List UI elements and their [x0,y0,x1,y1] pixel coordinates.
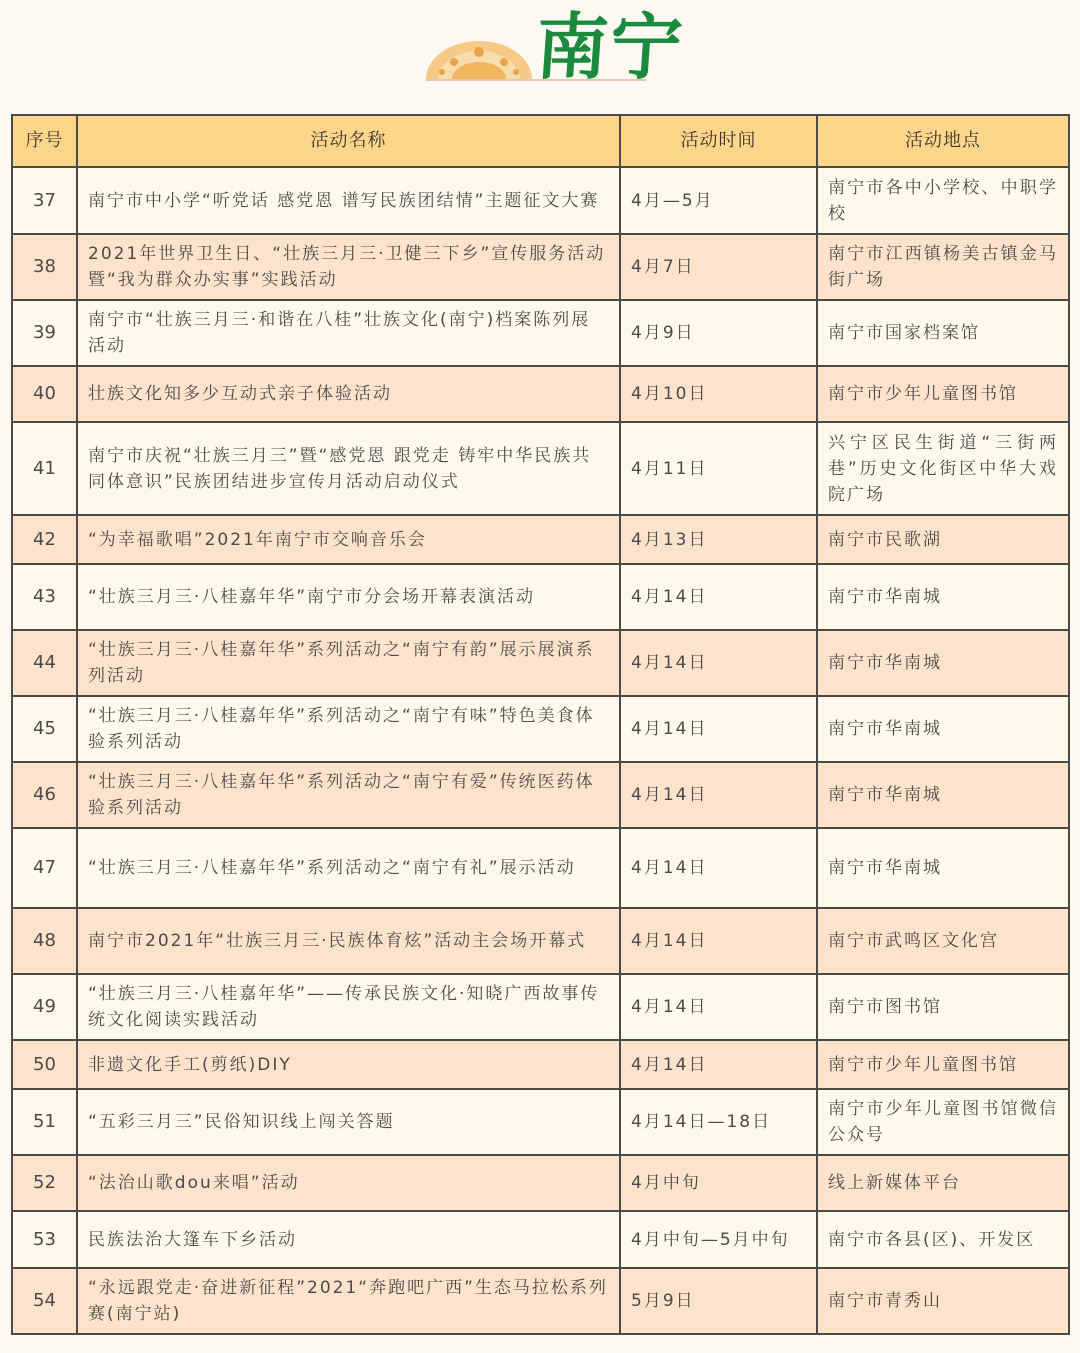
activity-time: 4月11日 [620,422,817,515]
row-number: 54 [12,1268,77,1334]
activity-time: 4月7日 [620,234,817,300]
activity-place: 线上新媒体平台 [817,1155,1069,1211]
activity-name: “五彩三月三”民俗知识线上闯关答题 [77,1089,620,1155]
activity-name: “壮族三月三·八桂嘉年华”系列活动之“南宁有味”特色美食体验系列活动 [77,696,620,762]
activity-time: 4月14日—18日 [620,1089,817,1155]
activity-place: 兴宁区民生街道“三街两巷”历史文化街区中华大戏院广场 [817,422,1069,515]
activity-time: 5月9日 [620,1268,817,1334]
table-row [12,564,1069,630]
activity-place: 南宁市江西镇杨美古镇金马街广场 [817,234,1069,300]
row-number: 41 [12,422,77,515]
table-row [12,1040,1069,1089]
row-number: 52 [12,1155,77,1211]
activity-name: 2021年世界卫生日、“壮族三月三·卫健三下乡”宣传服务活动暨“我为群众办实事”实践活动 [77,234,620,300]
activity-place: 南宁市图书馆 [817,974,1069,1040]
column-header-activity-time: 活动时间 [620,115,817,167]
activity-name: “壮族三月三·八桂嘉年华”系列活动之“南宁有爱”传统医药体验系列活动 [77,762,620,828]
row-number: 50 [12,1040,77,1089]
activity-time: 4月中旬—5月中旬 [620,1211,817,1268]
activity-time: 4月14日 [620,908,817,974]
activity-name: 南宁市中小学“听党话 感党恩 谱写民族团结情”主题征文大赛 [77,167,620,234]
page-title: 南宁 [533,4,688,89]
table-row [12,696,1069,762]
activity-time: 4月14日 [620,828,817,908]
table-row [12,908,1069,974]
row-number: 53 [12,1211,77,1268]
header-banner [0,0,1080,110]
activity-time: 4月14日 [620,630,817,696]
activity-place: 南宁市少年儿童图书馆微信公众号 [817,1089,1069,1155]
activity-name: 南宁市“壮族三月三·和谐在八桂”壮族文化(南宁)档案陈列展活动 [77,300,620,366]
table-header-row [12,115,1069,167]
table-row [12,762,1069,828]
activity-place: 南宁市各中小学校、中职学校 [817,167,1069,234]
row-number: 42 [12,515,77,564]
row-number: 37 [12,167,77,234]
row-number: 49 [12,974,77,1040]
activity-place: 南宁市少年儿童图书馆 [817,366,1069,422]
activity-place: 南宁市各县(区)、开发区 [817,1211,1069,1268]
table-row [12,1155,1069,1211]
row-number: 44 [12,630,77,696]
activity-time: 4月13日 [620,515,817,564]
activity-name: “法治山歌dou来唱”活动 [77,1155,620,1211]
row-number: 40 [12,366,77,422]
activity-place: 南宁市青秀山 [817,1268,1069,1334]
activity-place: 南宁市华南城 [817,762,1069,828]
activity-place: 南宁市少年儿童图书馆 [817,1040,1069,1089]
activity-time: 4月14日 [620,696,817,762]
table-row [12,828,1069,908]
activity-name: “永远跟党走·奋进新征程”2021“奔跑吧广西”生态马拉松系列赛(南宁站) [77,1268,620,1334]
activity-place: 南宁市武鸣区文化宫 [817,908,1069,974]
row-number: 39 [12,300,77,366]
table-row [12,300,1069,366]
activity-time: 4月—5月 [620,167,817,234]
row-number: 45 [12,696,77,762]
activity-name: “壮族三月三·八桂嘉年华”南宁市分会场开幕表演活动 [77,564,620,630]
decorative-fan-icon [424,38,534,80]
activity-time: 4月14日 [620,762,817,828]
table-row [12,167,1069,234]
table-row [12,422,1069,515]
activity-name: “壮族三月三·八桂嘉年华”——传承民族文化·知晓广西故事传统文化阅读实践活动 [77,974,620,1040]
activity-time: 4月10日 [620,366,817,422]
activity-place: 南宁市民歌湖 [817,515,1069,564]
activity-name: 壮族文化知多少互动式亲子体验活动 [77,366,620,422]
activity-name: “为幸福歌唱”2021年南宁市交响音乐会 [77,515,620,564]
table-row [12,515,1069,564]
activity-place: 南宁市华南城 [817,828,1069,908]
activity-name: 非遗文化手工(剪纸)DIY [77,1040,620,1089]
activity-time: 4月9日 [620,300,817,366]
activity-place: 南宁市华南城 [817,564,1069,630]
row-number: 38 [12,234,77,300]
activity-time: 4月14日 [620,1040,817,1089]
row-number: 47 [12,828,77,908]
column-header-number: 序号 [12,115,77,167]
table-row [12,1211,1069,1268]
activity-place: 南宁市华南城 [817,630,1069,696]
activity-time: 4月中旬 [620,1155,817,1211]
table-row [12,630,1069,696]
table-row [12,366,1069,422]
table-row [12,974,1069,1040]
row-number: 46 [12,762,77,828]
activity-name: “壮族三月三·八桂嘉年华”系列活动之“南宁有韵”展示展演系列活动 [77,630,620,696]
activity-name: “壮族三月三·八桂嘉年华”系列活动之“南宁有礼”展示活动 [77,828,620,908]
column-header-activity-name: 活动名称 [77,115,620,167]
activity-name: 南宁市庆祝“壮族三月三”暨“感党恩 跟党走 铸牢中华民族共同体意识”民族团结进步宣传月活动启动仪式 [77,422,620,515]
table-row [12,234,1069,300]
activity-time: 4月14日 [620,564,817,630]
row-number: 51 [12,1089,77,1155]
column-header-activity-place: 活动地点 [817,115,1069,167]
activity-table [11,114,1070,1335]
activity-place: 南宁市华南城 [817,696,1069,762]
activity-time: 4月14日 [620,974,817,1040]
activity-name: 南宁市2021年“壮族三月三·民族体育炫”活动主会场开幕式 [77,908,620,974]
table-row [12,1089,1069,1155]
table-row [12,1268,1069,1334]
activity-name: 民族法治大篷车下乡活动 [77,1211,620,1268]
row-number: 43 [12,564,77,630]
row-number: 48 [12,908,77,974]
activity-place: 南宁市国家档案馆 [817,300,1069,366]
